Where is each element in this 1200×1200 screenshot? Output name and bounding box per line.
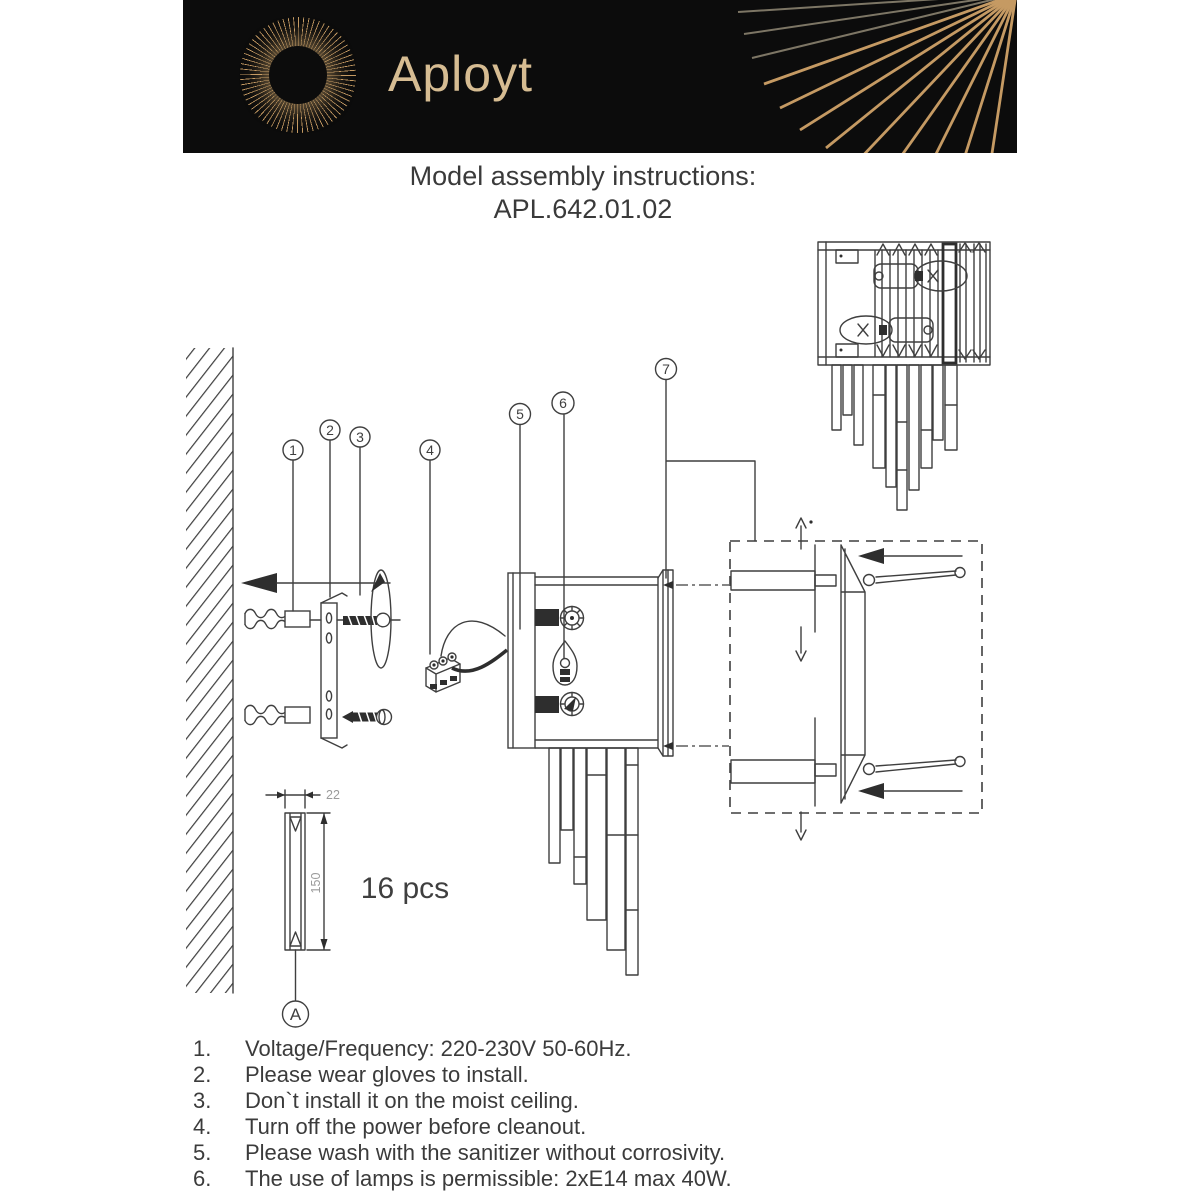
crystal-panel: [841, 545, 865, 803]
svg-text:7: 7: [662, 361, 670, 377]
crystal-rods: [549, 748, 638, 975]
push-to-wall-arrow: [241, 573, 390, 593]
svg-text:A: A: [289, 1005, 302, 1024]
mounting-screw-lower: [342, 710, 392, 725]
instruction-item: [193, 1114, 732, 1140]
svg-text:5: 5: [516, 406, 524, 422]
instruction-number: 6.: [193, 1165, 212, 1191]
instruction-number: 2.: [193, 1061, 212, 1087]
lamp-body: [508, 573, 658, 748]
balloon-3: [350, 427, 370, 447]
svg-text:6: 6: [559, 395, 567, 411]
instruction-list: [193, 1036, 732, 1191]
balloon-1: [283, 440, 303, 460]
svg-text:150: 150: [309, 872, 323, 894]
instruction-text: Don`t install it on the moist ceiling.: [245, 1087, 579, 1113]
balloon-7: [656, 359, 677, 380]
title-line-1: Model assembly instructions:: [409, 161, 757, 191]
instruction-item: [193, 1140, 732, 1166]
model-number: APL.642.01.02: [493, 194, 673, 224]
balloon-2: [320, 420, 340, 440]
bulb-socket-upper: [535, 607, 584, 630]
detail-a-drawing: [266, 788, 449, 1027]
front-frame: [658, 570, 729, 756]
balloon-5: [510, 404, 531, 425]
mounting-screw-upper: [343, 570, 391, 668]
svg-text:16 pcs: 16 pcs: [360, 872, 450, 905]
svg-text:22: 22: [326, 788, 340, 802]
instruction-item: [193, 1036, 732, 1062]
wall-plug-upper: [245, 609, 310, 628]
svg-text:3: 3: [356, 429, 364, 445]
instruction-number: 4.: [193, 1113, 212, 1139]
instruction-item: [193, 1062, 732, 1088]
brand-name: Aployt: [388, 46, 533, 102]
slide-direction-arrows: [796, 518, 813, 840]
instruction-text: The use of lamps is permissible: 2xE14 max 40W.: [245, 1165, 732, 1191]
bulb-socket-lower: [535, 693, 584, 716]
instruction-text: Please wash with the sanitizer without corrosivity.: [245, 1139, 726, 1165]
instruction-number: 5.: [193, 1139, 212, 1165]
balloon-6: [552, 392, 574, 414]
insert-panel-arrow-lower: [858, 783, 962, 799]
terminal-block: [426, 653, 460, 692]
wall-section: [186, 348, 233, 993]
cotter-pin-upper: [864, 568, 966, 586]
wall-plug-lower: [245, 705, 310, 724]
instruction-number: 1.: [193, 1036, 212, 1061]
candle-bulb: [553, 641, 577, 685]
svg-text:1: 1: [289, 442, 297, 458]
assembled-lamp-rods: [832, 365, 957, 510]
instruction-item: [193, 1088, 732, 1114]
instruction-number: 3.: [193, 1087, 212, 1113]
balloon-4: [420, 440, 440, 460]
cotter-pin-lower: [864, 757, 966, 775]
svg-text:4: 4: [426, 442, 434, 458]
instruction-text: Voltage/Frequency: 220-230V 50-60Hz.: [245, 1036, 632, 1061]
svg-text:2: 2: [326, 422, 334, 438]
assembled-lamp-view: [818, 242, 990, 510]
instruction-text: Please wear gloves to install.: [245, 1061, 529, 1087]
insert-panel-arrow-upper: [858, 548, 962, 564]
instruction-text: Turn off the power before cleanout.: [245, 1113, 587, 1139]
instruction-item: [193, 1166, 732, 1192]
